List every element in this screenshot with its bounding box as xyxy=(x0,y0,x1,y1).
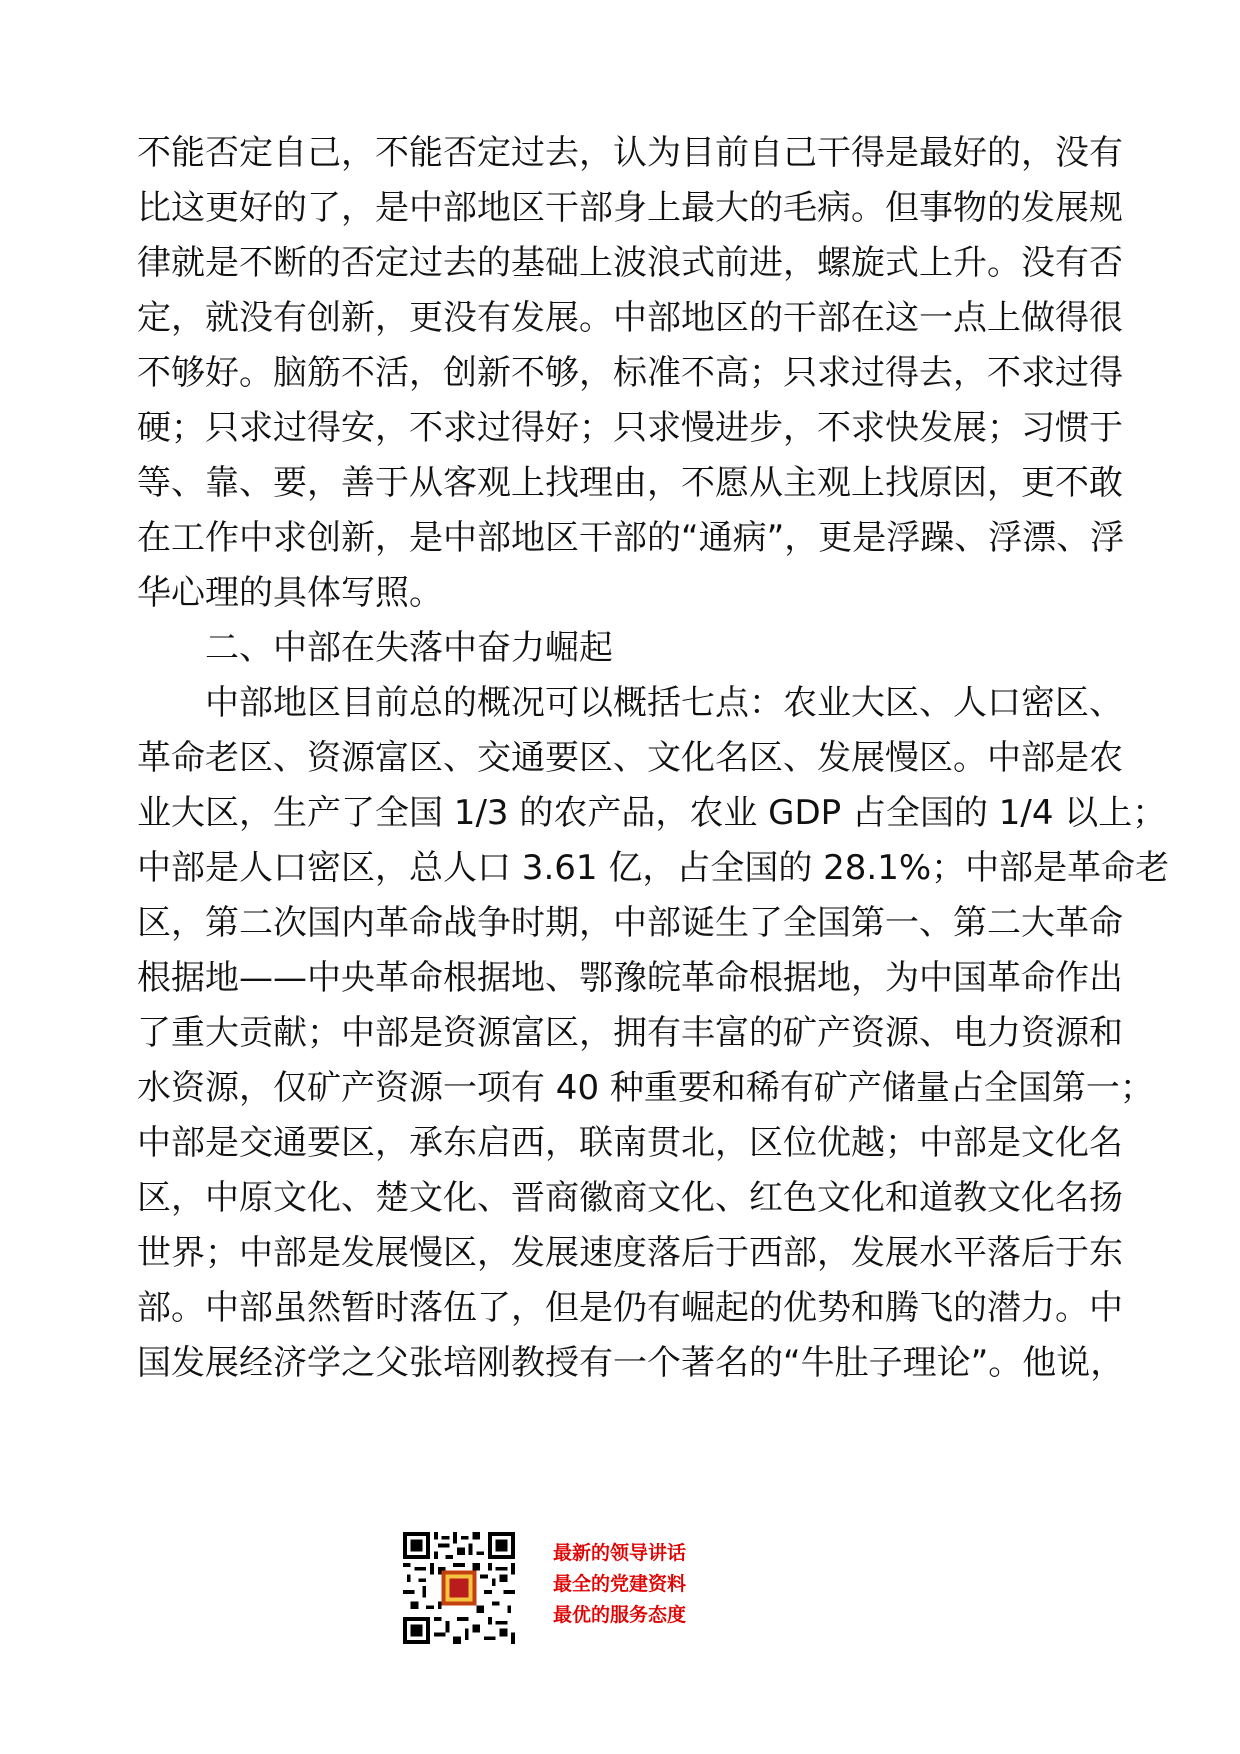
paragraph-line: 世界；中部是发展慢区，发展速度落后于西部，发展水平落后于东 xyxy=(137,1233,1123,1273)
paragraph-line: 了重大贡献；中部是资源富区，拥有丰富的矿产资源、电力资源和 xyxy=(137,1013,1123,1053)
paragraph-line: 不够好。脑筋不活，创新不够，标准不高；只求过得去，不求过得 xyxy=(137,353,1123,393)
paragraph-line: 中部地区目前总的概况可以概括七点：农业大区、人口密区、 xyxy=(205,683,1123,723)
paragraph-line: 水资源，仅矿产资源一项有 40 种重要和稀有矿产储量占全国第一； xyxy=(137,1068,1154,1108)
paragraph-line: 部。中部虽然暂时落伍了，但是仍有崛起的优势和腾飞的潜力。中 xyxy=(137,1288,1123,1328)
paragraph-line: 等、靠、要，善于从客观上找理由，不愿从主观上找原因，更不敢 xyxy=(137,463,1123,503)
paragraph-line: 不能否定自己，不能否定过去，认为目前自己干得是最好的，没有 xyxy=(137,133,1123,173)
paragraph-line: 在工作中求创新，是中部地区干部的“通病”，更是浮躁、浮漂、浮 xyxy=(137,518,1125,558)
paragraph-line: 国发展经济学之父张培刚教授有一个著名的“牛肚子理论”。他说， xyxy=(137,1343,1125,1383)
promo-line: 最全的党建资料 xyxy=(553,1573,687,1595)
paragraph-line: 根据地——中央革命根据地、鄂豫皖革命根据地，为中国革命作出 xyxy=(137,958,1123,998)
paragraph-line: 革命老区、资源富区、交通要区、文化名区、发展慢区。中部是农 xyxy=(137,738,1123,778)
section-heading: 二、中部在失落中奋力崛起 xyxy=(205,628,613,668)
paragraph-line: 华心理的具体写照。 xyxy=(137,573,443,613)
paragraph-line: 中部是人口密区，总人口 3.61 亿，占全国的 28.1%；中部是革命老 xyxy=(137,848,1170,888)
promo-line: 最新的领导讲话 xyxy=(553,1542,687,1564)
paragraph-line: 区，第二次国内革命战争时期，中部诞生了全国第一、第二大革命 xyxy=(137,903,1123,943)
paragraph-line: 业大区，生产了全国 1/3 的农产品，农业 GDP 占全国的 1/4 以上； xyxy=(137,793,1167,833)
qr-code-icon[interactable] xyxy=(403,1532,515,1644)
paragraph-line: 定，就没有创新，更没有发展。中部地区的干部在这一点上做得很 xyxy=(137,298,1123,338)
paragraph-line: 区，中原文化、楚文化、晋商徽商文化、红色文化和道教文化名扬 xyxy=(137,1178,1123,1218)
paragraph-line: 律就是不断的否定过去的基础上波浪式前进，螺旋式上升。没有否 xyxy=(137,243,1123,283)
promo-text-block xyxy=(553,1538,753,1631)
paragraph-line: 硬；只求过得安，不求过得好；只求慢进步，不求快发展；习惯于 xyxy=(137,408,1123,448)
paragraph-line: 中部是交通要区，承东启西，联南贯北，区位优越；中部是文化名 xyxy=(137,1123,1123,1163)
promo-line: 最优的服务态度 xyxy=(553,1604,687,1626)
paragraph-line: 比这更好的了，是中部地区干部身上最大的毛病。但事物的发展规 xyxy=(137,188,1123,228)
